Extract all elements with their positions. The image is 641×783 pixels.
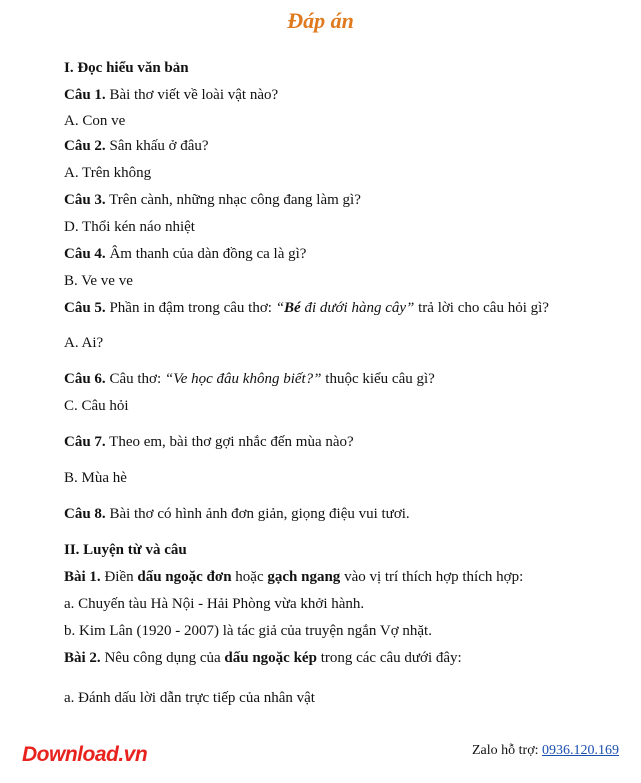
exercise-text: hoặc: [231, 569, 268, 585]
exercise-1-answer-b: b. Kim Lân (1920 - 2007) là tác giả của truyện ngắn Vợ nhặt.: [64, 623, 432, 639]
question-7: [64, 433, 354, 451]
answer-6: C. Câu hỏi: [64, 398, 129, 414]
question-label: Câu 4.: [64, 246, 106, 262]
exercise-text: Điền: [100, 569, 138, 585]
quote-bold-word: Bé: [284, 300, 301, 316]
exercise-text: Nêu công dụng của: [100, 650, 225, 666]
answer-1: A. Con ve: [64, 113, 126, 129]
section-heading-vocab: II. Luyện từ và câu: [64, 542, 187, 558]
quote-rest: đi dưới hàng cây”: [300, 300, 415, 316]
answer-7: B. Mùa hè: [64, 470, 127, 486]
exercise-2-answer-a: a. Đánh dấu lời dẫn trực tiếp của nhân vật: [64, 690, 315, 706]
exercise-2: [64, 649, 462, 667]
question-label: Câu 8.: [64, 506, 106, 522]
exercise-label: Bài 1.: [64, 569, 101, 585]
question-text-tail: thuộc kiểu câu gì?: [321, 371, 435, 387]
question-8: [64, 505, 410, 523]
question-3: [64, 191, 361, 209]
answer-2: A. Trên không: [64, 165, 152, 181]
question-text: Phần in đậm trong câu thơ:: [105, 300, 276, 316]
question-5: [64, 299, 549, 317]
logo-text: Download: [22, 743, 119, 766]
question-label: Câu 2.: [64, 138, 106, 154]
exercise-label: Bài 2.: [64, 650, 101, 666]
section-heading-reading: I. Đọc hiểu văn bản: [64, 60, 189, 76]
quote: “Ve học đâu không biết?”: [164, 371, 322, 387]
keyword: gạch ngang: [267, 569, 341, 585]
exercise-1-answer-a: a. Chuyến tàu Hà Nội - Hải Phòng vừa khởi hành.: [64, 596, 365, 612]
question-text: Trên cành, những nhạc công đang làm gì?: [105, 192, 361, 208]
answer-4: B. Ve ve ve: [64, 273, 133, 289]
question-text: Bài thơ có hình ảnh đơn giản, giọng điệu vui tươi.: [105, 506, 410, 522]
question-text: Sân khấu ở đâu?: [105, 138, 209, 154]
answer-5: A. Ai?: [64, 335, 104, 351]
question-text: Âm thanh của dàn đồng ca là gì?: [105, 246, 307, 262]
question-text: Câu thơ:: [105, 371, 165, 387]
keyword: dấu ngoặc kép: [224, 650, 317, 666]
exercise-text: trong các câu dưới đây:: [316, 650, 462, 666]
quote-open: “: [275, 300, 285, 316]
answer-3: D. Thổi kén náo nhiệt: [64, 219, 195, 235]
logo-suffix: .vn: [118, 743, 148, 766]
keyword: dấu ngoặc đơn: [137, 569, 232, 585]
exercise-1: [64, 568, 523, 586]
question-label: Câu 1.: [64, 87, 106, 103]
question-label: Câu 5.: [64, 300, 106, 316]
question-label: Câu 6.: [64, 371, 106, 387]
exercise-text: vào vị trí thích hợp thích hợp:: [340, 569, 524, 585]
zalo-phone-link[interactable]: 0936.120.169: [542, 743, 619, 758]
question-text-tail: trả lời cho câu hỏi gì?: [414, 300, 549, 316]
question-label: Câu 7.: [64, 434, 106, 450]
question-text: Bài thơ viết về loài vật nào?: [105, 87, 279, 103]
question-4: [64, 245, 306, 263]
question-label: Câu 3.: [64, 192, 106, 208]
question-6: [64, 370, 435, 388]
download-logo[interactable]: [22, 743, 147, 767]
zalo-label: Zalo hỗ trợ:: [472, 743, 542, 758]
question-2: [64, 137, 209, 155]
page-title: Đáp án: [287, 8, 354, 33]
question-text: Theo em, bài thơ gợi nhắc đến mùa nào?: [105, 434, 354, 450]
zalo-support: [472, 743, 619, 759]
question-1: [64, 86, 278, 104]
